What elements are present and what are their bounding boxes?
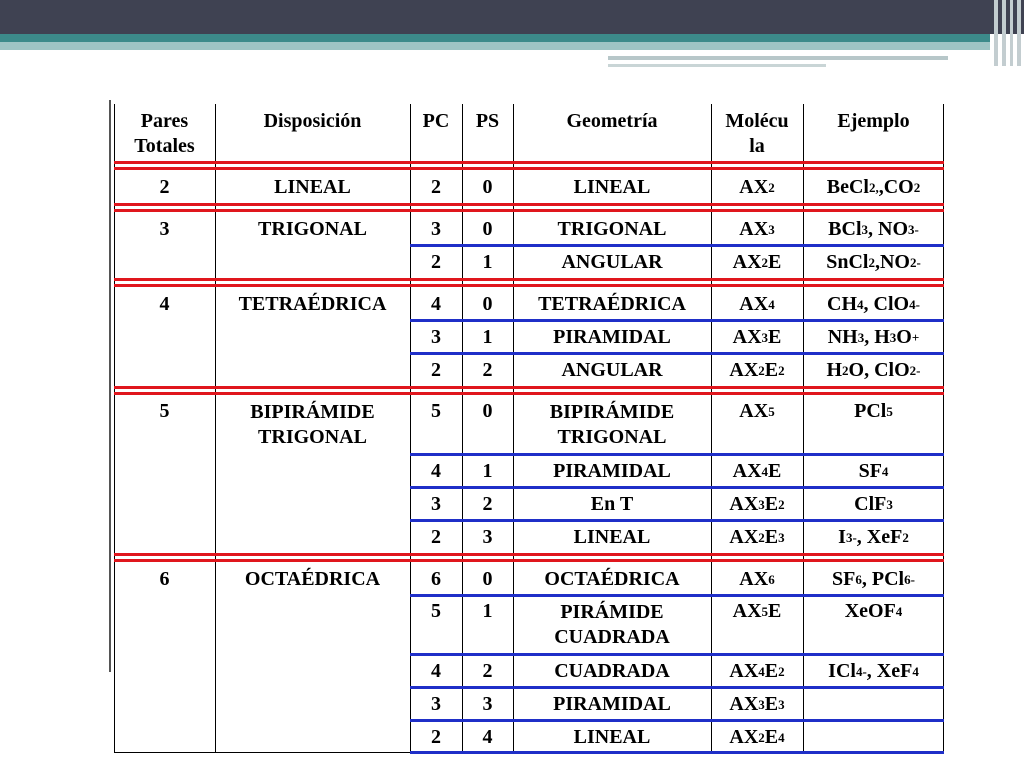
cell-molecula: AX 2 E 4 xyxy=(729,725,785,748)
separator-red xyxy=(114,553,944,556)
separator-red xyxy=(114,161,944,164)
separator-blue xyxy=(410,719,944,722)
cell-ps: 2 xyxy=(482,659,493,682)
separator-blue xyxy=(410,244,944,247)
separator-blue-bottom xyxy=(410,751,944,754)
cell-ps: 1 xyxy=(482,600,493,622)
grid-bottom xyxy=(114,752,410,753)
cell-geometria: LINEAL xyxy=(573,725,651,748)
cell-geometria: TETRAÉDRICA xyxy=(538,292,686,315)
cell-ejemplo xyxy=(803,722,944,752)
cell-geometria: CUADRADA xyxy=(554,659,670,682)
header-pc: PC xyxy=(422,110,450,132)
cell-ps: 0 xyxy=(482,400,493,422)
cell-pc: 2 xyxy=(431,358,441,381)
cell-ejemplo: BCl 3 , NO 3 - xyxy=(828,217,919,240)
cell-molecula: AX 3 E xyxy=(732,325,782,348)
separator-red xyxy=(114,167,944,170)
cell-pc: 2 xyxy=(431,525,441,548)
cell-ejemplo: BeCl 2, ,CO 2 xyxy=(826,175,921,198)
cell-ejemplo: SnCl 2 ,NO 2 - xyxy=(826,250,921,273)
accent-stripe xyxy=(0,34,990,42)
cell-geometria: LINEAL xyxy=(573,175,651,198)
cell-pc: 3 xyxy=(431,217,441,240)
cell-disposicion: TETRAÉDRICA xyxy=(238,292,387,315)
cell-geometria: LINEAL xyxy=(573,525,651,548)
cell-molecula: AX 2 E 3 xyxy=(729,525,785,548)
header-ps: PS xyxy=(475,110,500,132)
cell-molecula: AX 3 xyxy=(739,217,775,240)
cell-molecula: AX 6 xyxy=(739,567,775,590)
cell-ps: 0 xyxy=(482,175,493,198)
separator-blue xyxy=(410,486,944,489)
cell-pares: 5 xyxy=(159,400,170,422)
cell-ejemplo: ClF 3 xyxy=(854,492,893,515)
cell-molecula: AX 3 E 2 xyxy=(729,492,785,515)
header-ejemplo: Ejemplo xyxy=(837,110,910,132)
separator-blue xyxy=(410,653,944,656)
separator-blue xyxy=(410,519,944,522)
cell-geometria: PIRAMIDAL xyxy=(553,459,671,482)
separator-red xyxy=(114,203,944,206)
cell-geometria: OCTAÉDRICA xyxy=(544,567,680,590)
cell-molecula: AX 3 E 3 xyxy=(729,692,785,715)
slide-margin-line xyxy=(109,100,111,672)
cell-geometria: PIRAMIDAL xyxy=(553,325,671,348)
cell-ps: 0 xyxy=(482,567,493,590)
cell-molecula: AX 4 xyxy=(739,292,775,315)
cell-ps: 3 xyxy=(482,692,493,715)
cell-ps: 4 xyxy=(482,725,493,748)
cell-pc: 2 xyxy=(431,725,441,748)
separator-blue xyxy=(410,453,944,456)
separator-red xyxy=(114,278,944,281)
cell-geometria: PIRAMIDAL xyxy=(553,692,671,715)
cell-ejemplo: H 2 O, ClO 2 - xyxy=(826,358,921,381)
separator-red xyxy=(114,392,944,395)
cell-pares: 2 xyxy=(159,175,170,198)
cell-geometria: PIRÁMIDE CUADRADA xyxy=(554,601,670,648)
cell-molecula: AX 2 E xyxy=(732,250,782,273)
header-geometria: Geometría xyxy=(566,110,658,132)
cell-pares: 4 xyxy=(159,292,170,315)
cell-pc: 2 xyxy=(431,250,441,273)
cell-geometria: TRIGONAL xyxy=(557,217,667,240)
cell-ps: 1 xyxy=(482,250,493,273)
cell-ps: 2 xyxy=(482,358,493,381)
cell-ejemplo: NH 3 , H 3 O + xyxy=(827,325,920,348)
separator-blue xyxy=(410,594,944,597)
header-disposicion: Disposición xyxy=(263,110,362,132)
cell-ps: 2 xyxy=(482,492,493,515)
cell-ps: 0 xyxy=(482,292,493,315)
cell-geometria: ANGULAR xyxy=(561,250,663,273)
cell-pares: 6 xyxy=(159,567,170,590)
cell-ejemplo: CH 4 , ClO 4 - xyxy=(827,292,920,315)
separator-blue xyxy=(410,319,944,322)
title-banner xyxy=(0,0,1024,34)
vsepr-table xyxy=(114,104,944,755)
cell-disposicion: LINEAL xyxy=(274,175,351,198)
cell-ejemplo xyxy=(803,689,944,719)
cell-ps: 1 xyxy=(482,459,493,482)
cell-molecula: AX 4 E 2 xyxy=(729,659,785,682)
separator-blue xyxy=(410,686,944,689)
separator-red xyxy=(114,209,944,212)
cell-pc: 5 xyxy=(431,400,441,422)
header-pares-totales: Pares Totales xyxy=(134,110,195,157)
cell-molecula: AX 2 E 2 xyxy=(729,358,785,381)
cell-pc: 3 xyxy=(431,692,441,715)
cell-ejemplo: PCl 5 xyxy=(854,400,893,422)
cell-molecula: AX 2 xyxy=(739,175,775,198)
accent-stripe-shadow xyxy=(0,42,990,50)
decor-strip xyxy=(608,56,948,60)
cell-pares: 3 xyxy=(159,217,170,240)
decor-bar xyxy=(1017,0,1021,66)
cell-ejemplo: SF 4 xyxy=(858,459,889,482)
cell-pc: 2 xyxy=(431,175,441,198)
cell-pc: 4 xyxy=(431,659,441,682)
cell-ejemplo: ICl 4 - , XeF 4 xyxy=(828,659,919,682)
cell-pc: 4 xyxy=(431,292,441,315)
cell-geometria: BIPIRÁMIDE TRIGONAL xyxy=(549,401,675,448)
cell-pc: 3 xyxy=(431,325,441,348)
cell-ejemplo: SF 6 , PCl 6 - xyxy=(832,567,915,590)
decor-bar xyxy=(994,0,998,66)
cell-ejemplo: XeOF 4 xyxy=(844,600,903,622)
cell-ps: 1 xyxy=(482,325,493,348)
cell-pc: 4 xyxy=(431,459,441,482)
cell-geometria: En T xyxy=(590,492,634,515)
separator-blue xyxy=(410,352,944,355)
cell-geometria: ANGULAR xyxy=(561,358,663,381)
separator-red xyxy=(114,559,944,562)
grid-vline xyxy=(114,104,115,752)
cell-disposicion: TRIGONAL xyxy=(258,217,367,240)
cell-molecula: AX 5 E xyxy=(732,600,782,622)
decor-strip xyxy=(608,64,826,67)
grid-vline xyxy=(215,104,216,752)
decor-bar xyxy=(1010,0,1013,66)
separator-red xyxy=(114,386,944,389)
cell-molecula: AX 5 xyxy=(739,400,775,422)
cell-pc: 6 xyxy=(431,567,441,590)
separator-red xyxy=(114,284,944,287)
cell-pc: 5 xyxy=(431,600,441,622)
cell-disposicion: OCTAÉDRICA xyxy=(244,567,381,590)
header-molecula: Molécu la xyxy=(725,110,789,157)
cell-pc: 3 xyxy=(431,492,441,515)
cell-ps: 0 xyxy=(482,217,493,240)
cell-molecula: AX 4 E xyxy=(732,459,782,482)
cell-ejemplo: I 3 - , XeF 2 xyxy=(838,525,909,548)
decor-bar xyxy=(1002,0,1006,66)
cell-disposicion: BIPIRÁMIDE TRIGONAL xyxy=(250,401,375,448)
cell-ps: 3 xyxy=(482,525,493,548)
